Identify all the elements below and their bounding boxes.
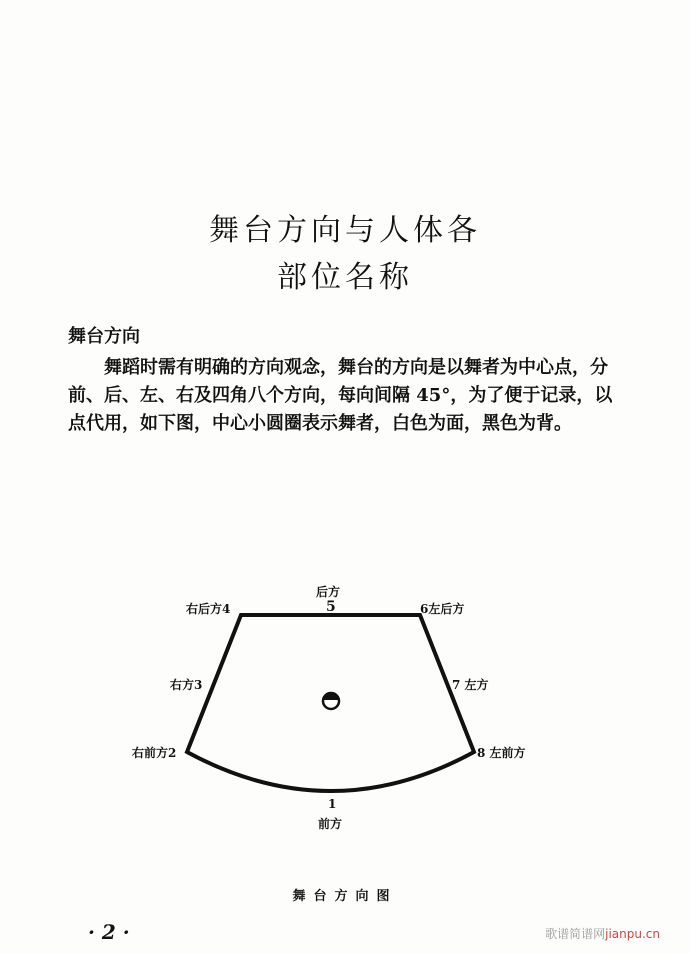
label-right: 右方3: [170, 678, 203, 692]
page-title-line-2: 部位名称: [277, 260, 413, 295]
label-left-front: 8 左前方: [477, 746, 526, 760]
section-heading: 舞台方向: [68, 326, 140, 347]
watermark-text: 歌谱简谱网: [545, 927, 606, 941]
page-title-line-1: 舞台方向与人体各: [209, 213, 481, 248]
label-front-number: 1: [328, 797, 337, 811]
label-back-number: 5: [326, 599, 336, 615]
body-paragraph: 舞蹈时需有明确的方向观念，舞台的方向是以舞者为中心点，分前、后、左、右及四角八个方向，每向间隔 45°，为了便于记录，以点代用，如下图，中心小圆圈表示舞者，白色为面，黑色为背。: [68, 357, 613, 434]
label-right-front: 右前方2: [132, 746, 177, 760]
label-back-name: 后方: [316, 585, 341, 599]
label-front-name: 前方: [318, 817, 343, 831]
dancer-circle-icon: [323, 692, 339, 709]
watermark-url: jianpu.cn: [605, 927, 660, 941]
label-left: 7 左方: [452, 678, 489, 692]
figure-caption: 舞台方向图: [292, 889, 398, 904]
page-number: · 2 ·: [88, 920, 130, 944]
label-left-back: 6左后方: [420, 602, 465, 616]
watermark: [545, 925, 660, 942]
label-right-back: 右后方4: [186, 602, 231, 616]
